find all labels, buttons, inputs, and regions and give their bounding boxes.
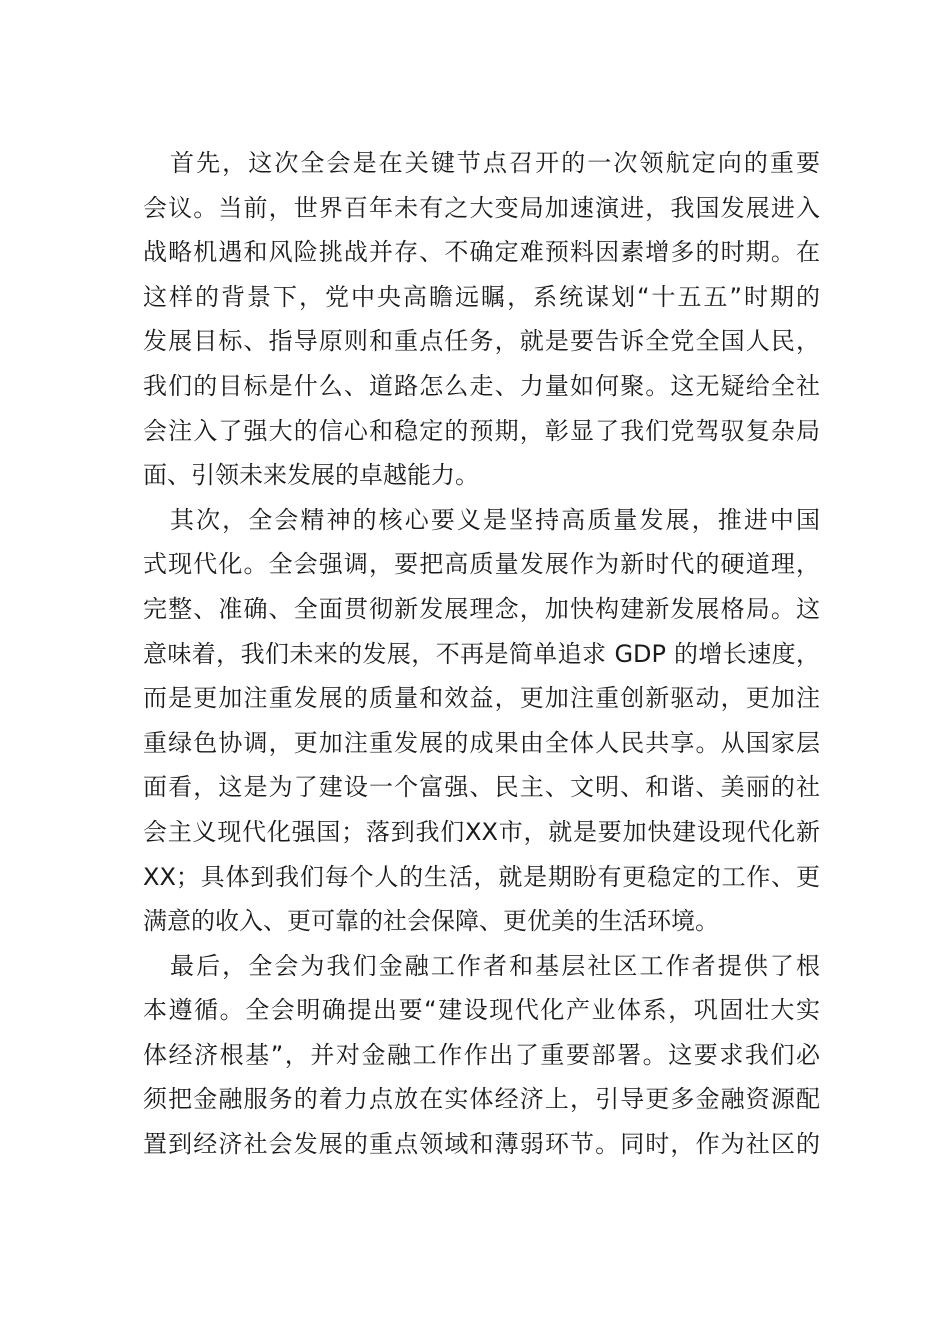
text-line: 我们的目标是什么、道路怎么走、力量如何聚。这无疑给全社 xyxy=(143,371,820,400)
text-line: 完整、准确、全面贯彻新发展理念，加快构建新发展格局。这 xyxy=(143,594,820,623)
text-line: 式现代化。全会强调，要把高质量发展作为新时代的硬道理， xyxy=(143,550,820,579)
text-line: 须把金融服务的着力点放在实体经济上，引导更多金融资源配 xyxy=(143,1085,820,1114)
paragraph-1 xyxy=(143,141,820,498)
text-line: 首先，这次全会是在关键节点召开的一次领航定向的重要 xyxy=(170,149,820,177)
paragraph-2 xyxy=(143,498,820,944)
text-line: XX；具体到我们每个人的生活，就是期盼有更稳定的工作、更 xyxy=(143,862,820,891)
text-line: 而是更加注重发展的质量和效益，更加注重创新驱动，更加注 xyxy=(143,684,820,713)
text-line: 体经济根基”，并对金融工作作出了重要部署。这要求我们必 xyxy=(143,1040,820,1069)
text-line: 会主义现代化强国；落到我们XX市，就是要加快建设现代化新 xyxy=(143,817,820,846)
text-line: 会议。当前，世界百年未有之大变局加速演进，我国发展进入 xyxy=(143,193,820,222)
text-line: 置到经济社会发展的重点领域和薄弱环节。同时，作为社区的 xyxy=(143,1130,820,1159)
paragraph-3 xyxy=(143,944,820,1167)
text-line: 意味着，我们未来的发展，不再是简单追求 GDP 的增长速度， xyxy=(143,639,820,668)
text-line: 重绿色协调，更加注重发展的成果由全体人民共享。从国家层 xyxy=(143,728,820,757)
text-line: 会注入了强大的信心和稳定的预期，彰显了我们党驾驭复杂局 xyxy=(143,416,820,445)
text-line: 面、引领未来发展的卓越能力。 xyxy=(143,461,479,490)
text-line: 本遵循。全会明确提出要“建设现代化产业体系，巩固壮大实 xyxy=(143,996,820,1025)
text-line: 最后，全会为我们金融工作者和基层社区工作者提供了根 xyxy=(170,951,820,980)
text-line: 面看，这是为了建设一个富强、民主、文明、和谐、美丽的社 xyxy=(143,773,820,802)
text-line: 满意的收入、更可靠的社会保障、更优美的生活环境。 xyxy=(143,907,719,936)
document-page xyxy=(143,141,820,1167)
text-line: 其次，全会精神的核心要义是坚持高质量发展，推进中国 xyxy=(170,505,820,534)
text-line: 发展目标、指导原则和重点任务，就是要告诉全党全国人民， xyxy=(143,327,820,356)
text-line: 战略机遇和风险挑战并存、不确定难预料因素增多的时期。在 xyxy=(143,238,820,267)
text-line: 这样的背景下，党中央高瞻远瞩，系统谋划“十五五”时期的 xyxy=(143,282,820,311)
